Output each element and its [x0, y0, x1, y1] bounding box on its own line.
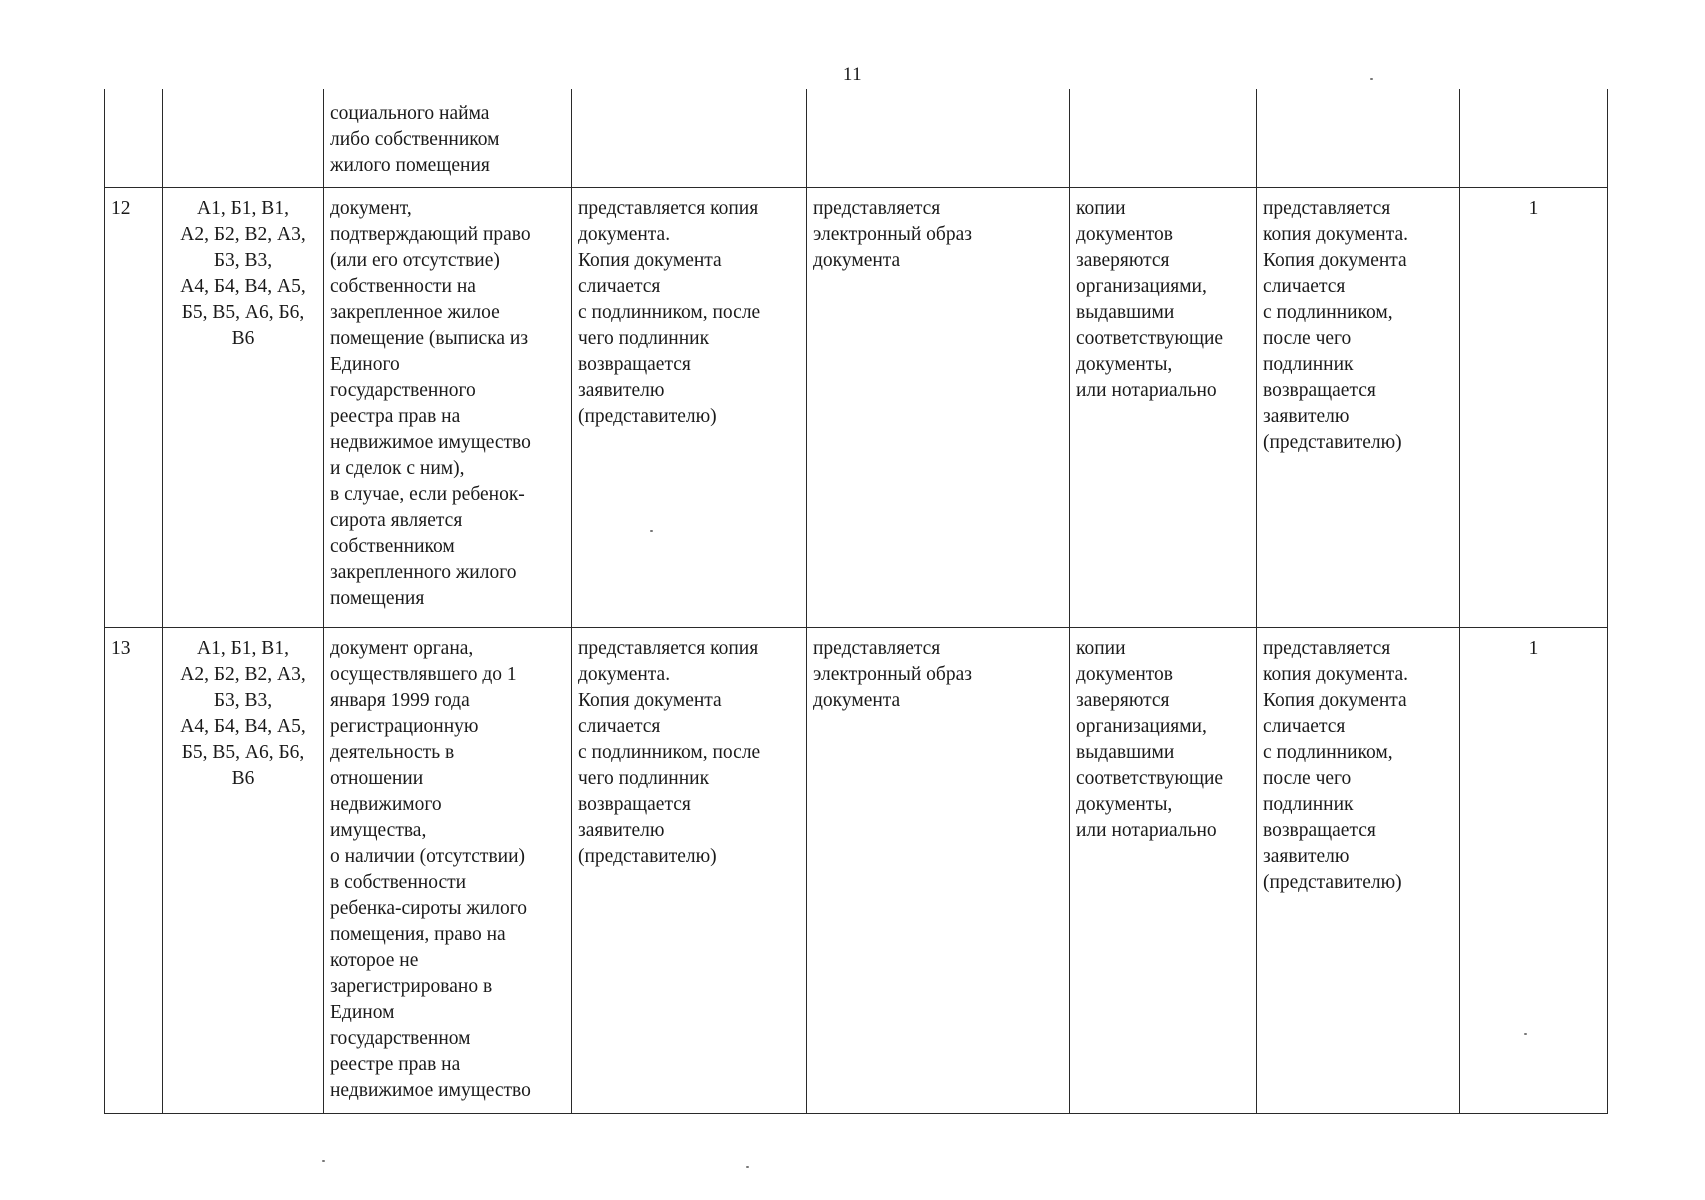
quantity-cell	[1460, 89, 1608, 187]
document-name-cell: социального найма либо собственником жилого помещения	[324, 89, 572, 187]
page-number: 11	[842, 64, 863, 85]
quantity-cell: 1	[1460, 187, 1608, 627]
certification-cell	[1070, 89, 1257, 187]
electronic-submission-cell	[807, 89, 1070, 187]
scan-speck	[650, 530, 653, 532]
row-number-cell: 12	[105, 187, 163, 627]
applicant-codes-cell: А1, Б1, В1, А2, Б2, В2, А3, Б3, В3, А4, Б4, В4, А5, Б5, В5, А6, Б6, В6	[163, 627, 324, 1113]
scan-speck	[1524, 1033, 1527, 1035]
quantity-cell: 1	[1460, 627, 1608, 1113]
table-row	[105, 627, 1608, 1113]
mfc-submission-cell	[1257, 89, 1460, 187]
certification-cell: копии документов заверяются организациями, выдавшими соответствующие документы, или нотариально	[1070, 187, 1257, 627]
mfc-submission-cell: представляется копия документа. Копия документа сличается с подлинником, после чего подлинник возвращается заявителю (представителю)	[1257, 187, 1460, 627]
scan-speck	[1370, 78, 1373, 80]
applicant-codes-cell: А1, Б1, В1, А2, Б2, В2, А3, Б3, В3, А4, Б4, В4, А5, Б5, В5, А6, Б6, В6	[163, 187, 324, 627]
document-name-cell: документ органа, осуществлявшего до 1 января 1999 года регистрационную деятельность в отношении недвижимого имущества, о наличии (отсутствии) в собственности ребенка-сироты жилого помещения, право на которое не зарегистрировано в Едином государственном реестре прав на недвижимое имущество	[324, 627, 572, 1113]
document-name-cell: документ, подтверждающий право (или его отсутствие) собственности на закрепленное жилое помещение (выписка из Единого государственного реестра прав на недвижимое имущество и сделок с ним), в случае, если ребенок- сирота является собственником закрепленного жилого помещения	[324, 187, 572, 627]
electronic-submission-cell: представляется электронный образ документа	[807, 627, 1070, 1113]
table-row	[105, 187, 1608, 627]
paper-submission-cell: представляется копия документа. Копия документа сличается с подлинником, после чего подлинник возвращается заявителю (представителю)	[572, 187, 807, 627]
paper-submission-cell	[572, 89, 807, 187]
mfc-submission-cell: представляется копия документа. Копия документа сличается с подлинником, после чего подлинник возвращается заявителю (представителю)	[1257, 627, 1460, 1113]
scan-speck	[322, 1160, 325, 1162]
certification-cell: копии документов заверяются организациями, выдавшими соответствующие документы, или нотариально	[1070, 627, 1257, 1113]
row-number-cell: 13	[105, 627, 163, 1113]
applicant-codes-cell	[163, 89, 324, 187]
row-number-cell	[105, 89, 163, 187]
scan-speck	[746, 1166, 749, 1168]
electronic-submission-cell: представляется электронный образ документа	[807, 187, 1070, 627]
table-row	[105, 89, 1608, 187]
documents-table	[104, 89, 1608, 1114]
paper-submission-cell: представляется копия документа. Копия документа сличается с подлинником, после чего подлинник возвращается заявителю (представителю)	[572, 627, 807, 1113]
